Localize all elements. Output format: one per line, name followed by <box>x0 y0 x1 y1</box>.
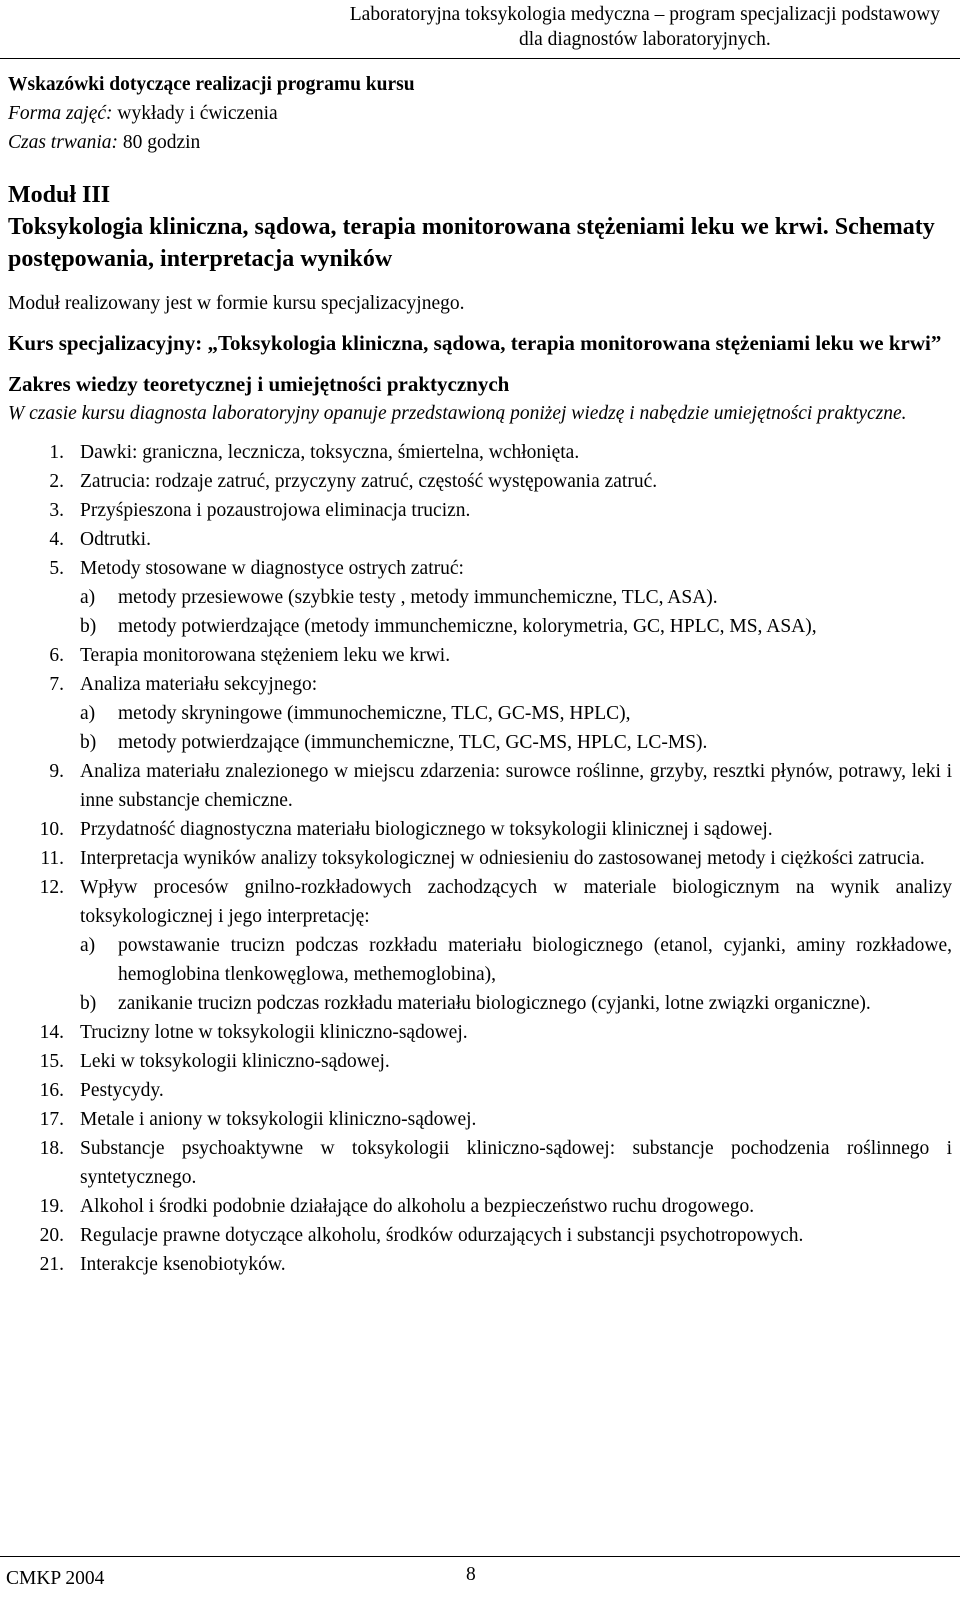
list-item-number: 11. <box>40 848 64 869</box>
list-item <box>8 1018 952 1047</box>
list-item <box>8 641 952 670</box>
list-item-text: Terapia monitorowana stężeniem leku we krwi. <box>80 645 451 666</box>
list-item-text: Zatrucia: rodzaje zatruć, przyczyny zatruć, częstość występowania zatruć. <box>80 471 658 492</box>
duration-label: Czas trwania: <box>8 132 118 153</box>
list-item-number: 6. <box>49 645 64 666</box>
list-item-number: 3. <box>49 500 64 521</box>
page-number: 8 <box>466 1564 476 1585</box>
list-item-number: 2. <box>49 471 64 492</box>
module-number: Moduł III <box>8 182 111 208</box>
duration-value: 80 godzin <box>122 132 201 153</box>
list-item-text: Interpretacja wyników analizy toksykologicznej w odniesieniu do zastosowanej metody i ciężkości zatrucia. <box>80 848 925 869</box>
list-item <box>8 525 952 554</box>
sub-item-text: metody potwierdzające (immunchemiczne, TLC, GC-MS, HPLC, LC-MS). <box>118 732 708 753</box>
sub-item-text: metody potwierdzające (metody immunchemiczne, kolorymetria, GC, HPLC, MS, ASA), <box>118 616 817 637</box>
page-content <box>8 70 952 1279</box>
list-item <box>8 1134 952 1192</box>
sub-item-letter: b) <box>80 732 97 753</box>
list-item-text: Regulacje prawne dotyczące alkoholu, środków odurzających i substancji psychotropowych. <box>80 1225 804 1246</box>
duration-line <box>8 128 952 157</box>
list-item-text: Alkohol i środki podobnie działające do alkoholu a bezpieczeństwo ruchu drogowego. <box>80 1196 755 1217</box>
list-item-text: Przyśpieszona i pozaustrojowa eliminacja trucizn. <box>80 500 471 521</box>
list-item <box>8 467 952 496</box>
list-item <box>8 873 952 1018</box>
list-item-text: Odtrutki. <box>80 529 151 550</box>
list-item <box>8 1076 952 1105</box>
footer-divider <box>0 1556 960 1557</box>
list-item-number: 18. <box>39 1138 64 1159</box>
sub-list-item <box>80 612 952 641</box>
list-item-number: 20. <box>39 1225 64 1246</box>
sub-item-letter: a) <box>80 935 96 956</box>
list-item-text: Leki w toksykologii kliniczno-sądowej. <box>80 1051 390 1072</box>
module-title: Toksykologia kliniczna, sądowa, terapia monitorowana stężeniami leku we krwi. Schematy postępowania, interpretacja wyników <box>8 214 935 272</box>
form-value: wykłady i ćwiczenia <box>117 103 278 124</box>
list-item-number: 4. <box>49 529 64 550</box>
list-item-text: Substancje psychoaktywne w toksykologii kliniczno-sądowej: substancje pochodzenia roślinnego i syntetycznego. <box>80 1138 952 1188</box>
module-note: Moduł realizowany jest w formie kursu specjalizacyjnego. <box>8 293 465 314</box>
sub-list-item <box>80 728 952 757</box>
sub-item-letter: b) <box>80 616 97 637</box>
scope-heading: Zakres wiedzy teoretycznej i umiejętności praktycznych <box>8 372 510 396</box>
form-label: Forma zajęć: <box>8 103 113 124</box>
list-item <box>8 1221 952 1250</box>
list-item <box>8 670 952 757</box>
guide-heading: Wskazówki dotyczące realizacji programu kursu <box>8 74 415 95</box>
list-item-text: Przydatność diagnostyczna materiału biologicznego w toksykologii klinicznej i sądowej. <box>80 819 773 840</box>
list-item <box>8 815 952 844</box>
list-item-number: 10. <box>39 819 64 840</box>
sub-item-text: metody skryningowe (immunochemiczne, TLC, GC-MS, HPLC), <box>118 703 631 724</box>
list-item-number: 14. <box>39 1022 64 1043</box>
running-header <box>350 2 940 52</box>
sub-item-text: metody przesiewowe (szybkie testy , metody immunchemiczne, TLC, ASA). <box>118 587 718 608</box>
sub-item-text: powstawanie trucizn podczas rozkładu materiału biologicznego (etanol, cyjanki, aminy rozkładowe, hemoglobina tlenkowęglowa, methemoglobina), <box>118 935 952 985</box>
list-item <box>8 1250 952 1279</box>
sub-list-item <box>80 699 952 728</box>
list-item-text: Metale i aniony w toksykologii kliniczno-sądowej. <box>80 1109 477 1130</box>
header-divider <box>0 58 960 59</box>
sub-item-letter: a) <box>80 703 96 724</box>
header-line-2: dla diagnostów laboratoryjnych. <box>518 29 771 50</box>
list-item-text: Metody stosowane w diagnostyce ostrych zatruć: <box>80 558 464 579</box>
list-item-text: Pestycydy. <box>80 1080 164 1101</box>
header-line-1: Laboratoryjna toksykologia medyczna – program specjalizacji podstawowy <box>349 4 940 25</box>
list-item-text: Wpływ procesów gnilno-rozkładowych zachodzących w materiale biologicznym na wynik analizy toksykologicznej i jego interpretację: <box>80 877 952 927</box>
course-title: Kurs specjalizacyjny: „Toksykologia kliniczna, sądowa, terapia monitorowana stężeniami leku we krwi” <box>8 331 942 355</box>
list-item-number: 9. <box>49 761 64 782</box>
form-line <box>8 99 952 128</box>
list-item <box>8 844 952 873</box>
list-item <box>8 496 952 525</box>
list-item-number: 12. <box>39 877 64 898</box>
sub-item-text: zanikanie trucizn podczas rozkładu materiału biologicznego (cyjanki, lotne związki organiczne). <box>118 993 871 1014</box>
list-item-text: Trucizny lotne w toksykologii kliniczno-sądowej. <box>80 1022 468 1043</box>
list-item-number: 21. <box>39 1254 64 1275</box>
list-item <box>8 1105 952 1134</box>
topic-list <box>8 438 952 1279</box>
sub-list <box>80 583 952 641</box>
sub-list <box>80 699 952 757</box>
module-heading <box>8 179 952 275</box>
sub-item-letter: a) <box>80 587 96 608</box>
sub-list-item <box>80 931 952 989</box>
sub-list <box>80 931 952 1018</box>
list-item-number: 17. <box>39 1109 64 1130</box>
list-item-text: Interakcje ksenobiotyków. <box>80 1254 286 1275</box>
list-item-number: 5. <box>49 558 64 579</box>
list-item-text: Analiza materiału sekcyjnego: <box>80 674 318 695</box>
scope-description: W czasie kursu diagnosta laboratoryjny opanuje przedstawioną poniżej wiedzę i nabędzie umiejętności praktyczne. <box>8 403 907 424</box>
list-item-number: 19. <box>39 1196 64 1217</box>
sub-list-item <box>80 989 952 1018</box>
sub-list-item <box>80 583 952 612</box>
list-item-number: 1. <box>49 442 64 463</box>
list-item-text: Dawki: graniczna, lecznicza, toksyczna, śmiertelna, wchłonięta. <box>80 442 580 463</box>
list-item <box>8 1047 952 1076</box>
list-item <box>8 757 952 815</box>
sub-item-letter: b) <box>80 993 97 1014</box>
list-item-number: 16. <box>39 1080 64 1101</box>
list-item-number: 7. <box>49 674 64 695</box>
footer-publisher: CMKP 2004 <box>6 1568 105 1589</box>
list-item-number: 15. <box>39 1051 64 1072</box>
list-item-text: Analiza materiału znalezionego w miejscu zdarzenia: surowce roślinne, grzyby, resztki płynów, potrawy, leki i inne substancje chemiczne. <box>80 761 952 811</box>
list-item <box>8 438 952 467</box>
list-item <box>8 554 952 641</box>
list-item <box>8 1192 952 1221</box>
